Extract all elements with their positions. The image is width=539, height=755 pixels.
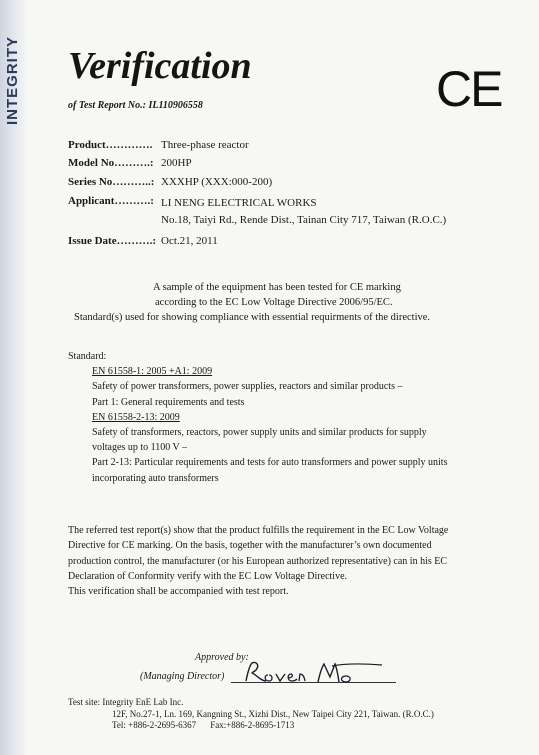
approved-by-label: Approved by: bbox=[195, 652, 249, 663]
standard-item bbox=[68, 410, 447, 486]
test-site-contact bbox=[68, 720, 434, 732]
test-site-name: Integrity EnE Lab Inc. bbox=[102, 697, 184, 707]
conclusion-line: Declaration of Conformity verify with the EC Low Voltage Directive. bbox=[68, 570, 348, 582]
field-label: Series No………..: bbox=[68, 176, 155, 188]
standard-item bbox=[68, 364, 447, 410]
field-applicant bbox=[68, 195, 446, 229]
conclusion-paragraph bbox=[68, 523, 448, 599]
field-label: Model No……….: bbox=[68, 157, 154, 169]
field-product bbox=[68, 139, 249, 151]
standard-description: Part 2-13: Particular requirements and tests for auto transformers and power supply units bbox=[92, 457, 448, 469]
standard-description: Safety of transformers, reactors, power supply units and similar products for supply bbox=[92, 427, 427, 439]
field-label: Issue Date……….: bbox=[68, 235, 156, 247]
field-model-no bbox=[68, 157, 192, 169]
report-number: of Test Report No.: IL110906558 bbox=[68, 100, 203, 111]
field-series-no bbox=[68, 176, 272, 188]
field-value: Oct.21, 2011 bbox=[161, 235, 218, 247]
field-value bbox=[161, 195, 446, 229]
conclusion-line: This verification shall be accompanied with test report. bbox=[68, 586, 289, 598]
applicant-name: LI NENG ELECTRICAL WORKS bbox=[161, 197, 317, 209]
managing-director-label: (Managing Director) bbox=[140, 671, 225, 682]
field-value: XXXHP (XXX:000-200) bbox=[161, 176, 273, 188]
compliance-statement bbox=[60, 280, 500, 325]
standards-heading: Standard: bbox=[68, 351, 107, 362]
field-value: Three-phase reactor bbox=[161, 139, 249, 151]
document-title: Verification bbox=[68, 45, 252, 87]
standard-code: EN 61558-2-13: 2009 bbox=[92, 411, 180, 423]
statement-line: Standard(s) used for showing compliance with essential requirments of the directive. bbox=[74, 312, 431, 323]
standards-section bbox=[68, 349, 447, 486]
conclusion-line: production control, the manufacturer (or his European authorized representative) can in his EC bbox=[68, 555, 448, 567]
statement-line: according to the EC Low Voltage Directive 2006/95/EC. bbox=[155, 297, 393, 308]
standard-code: EN 61558-1: 2005 +A1: 2009 bbox=[92, 366, 213, 378]
test-site-address: 12F, No.27-1, Ln. 169, Kangning St., Xizhi Dist., New Taipei City 221, Taiwan. (R.O.C.) bbox=[112, 708, 434, 719]
standard-description: voltages up to 1100 V – bbox=[92, 442, 188, 454]
standard-description: incorporating auto transformers bbox=[92, 472, 219, 484]
test-site-label: Test site: bbox=[68, 697, 101, 707]
standard-description: Part 1: General requirements and tests bbox=[92, 396, 245, 408]
field-label: Applicant……….: bbox=[68, 195, 154, 207]
field-value: 200HP bbox=[161, 157, 192, 169]
field-issue-date bbox=[68, 235, 218, 247]
handwritten-signature bbox=[242, 657, 392, 687]
test-site-fax: Fax:+886-2-8695-1713 bbox=[210, 720, 295, 730]
field-label: Product…………. bbox=[68, 139, 153, 151]
conclusion-line: The referred test report(s) show that the product fulfills the requirement in the EC Low Voltage bbox=[68, 525, 449, 536]
conclusion-line: Directive for CE marking. On the basis, together with the manufacturer’s own documented bbox=[68, 540, 432, 552]
brand-logo-text: INTEGRITY bbox=[4, 36, 21, 126]
ce-mark-logo: CE bbox=[436, 61, 502, 117]
statement-line: A sample of the equipment has been tested for CE marking bbox=[153, 282, 401, 293]
test-site-block bbox=[68, 697, 434, 732]
test-site-name-line bbox=[68, 697, 434, 709]
standard-description: Safety of power transformers, power supplies, reactors and similar products – bbox=[92, 381, 403, 393]
applicant-address: No.18, Taiyi Rd., Rende Dist., Tainan City 717, Taiwan (R.O.C.) bbox=[161, 214, 447, 226]
brand-band bbox=[0, 0, 26, 755]
test-site-tel: Tel: +886-2-2695-6367 bbox=[112, 720, 197, 730]
